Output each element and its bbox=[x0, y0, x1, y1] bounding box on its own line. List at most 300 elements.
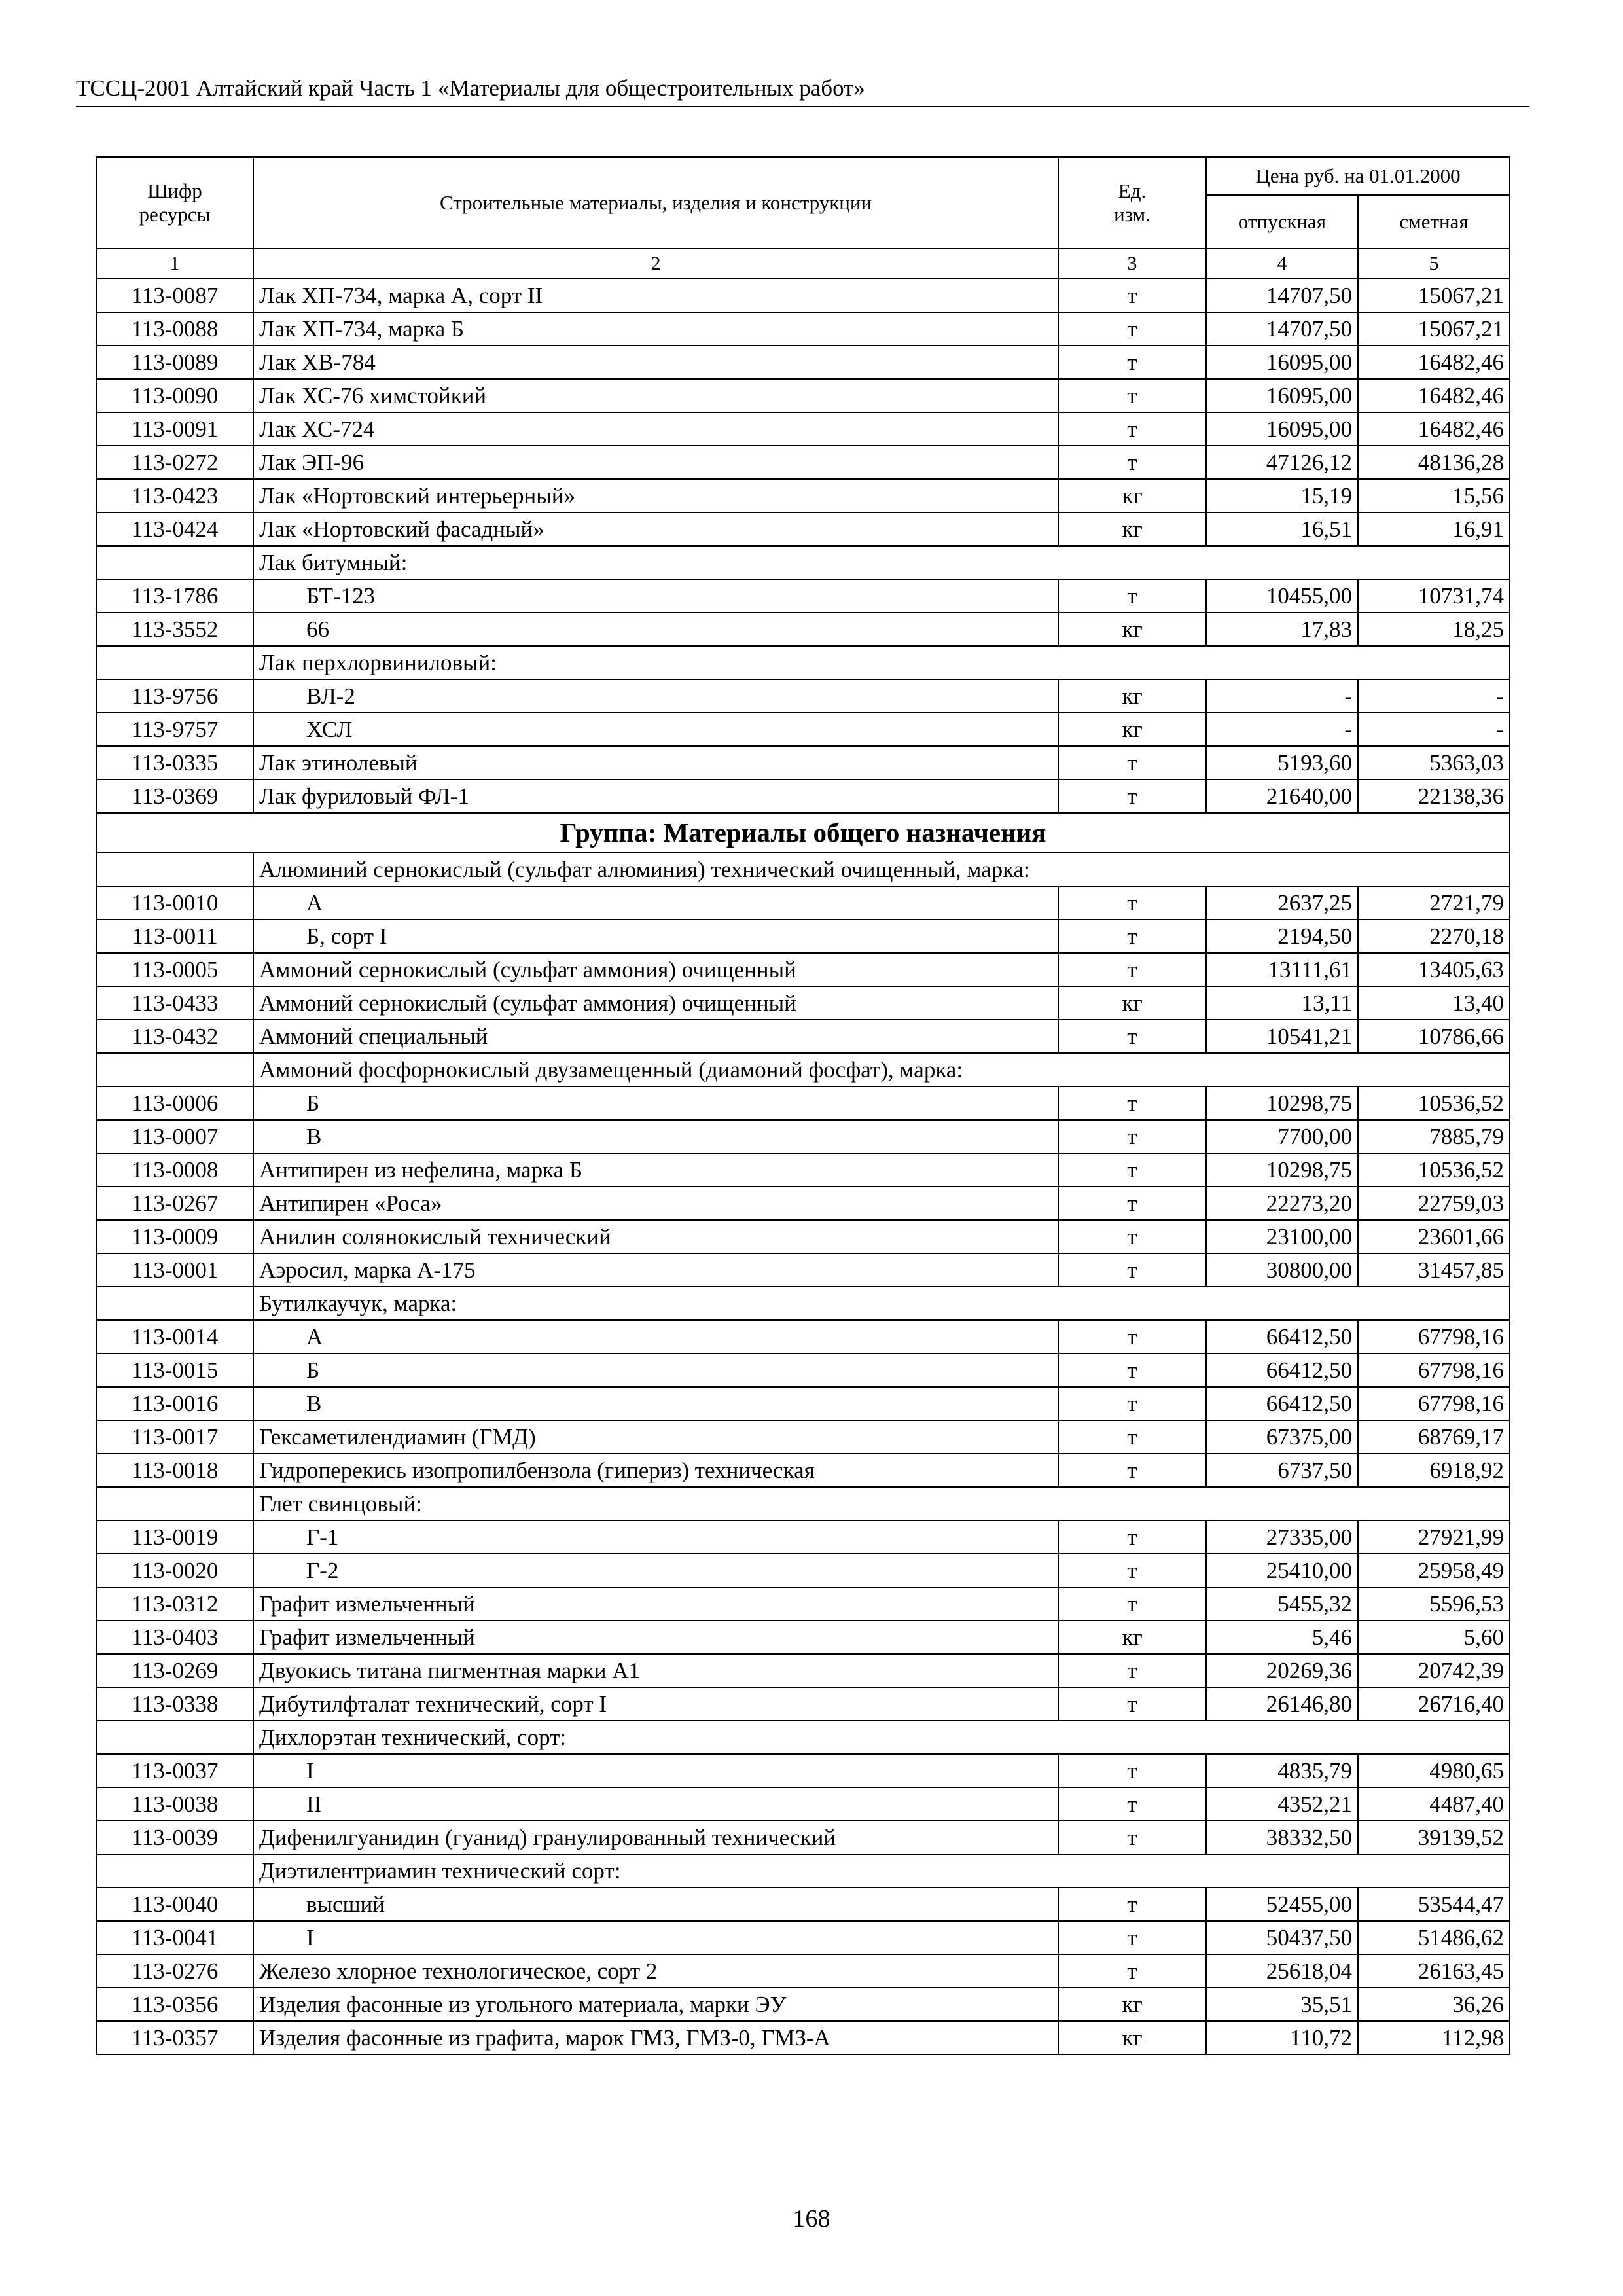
table-row bbox=[96, 713, 1510, 746]
estimate-price-cell: 67798,16 bbox=[1358, 1387, 1510, 1420]
price-table bbox=[96, 156, 1510, 2055]
subheading-cell: Аммоний фосфорнокислый двузамещенный (диамоний фосфат), марка: bbox=[253, 1053, 1510, 1086]
release-price-cell: 5455,32 bbox=[1206, 1587, 1358, 1621]
header-unit: Ед. изм. bbox=[1058, 157, 1206, 249]
release-price-cell: 5193,60 bbox=[1206, 746, 1358, 780]
code-cell: 113-0006 bbox=[96, 1086, 253, 1120]
code-cell: 113-0019 bbox=[96, 1520, 253, 1554]
code-cell: 113-9756 bbox=[96, 679, 253, 713]
release-price-cell: 2194,50 bbox=[1206, 920, 1358, 953]
table-row bbox=[96, 1020, 1510, 1053]
estimate-price-cell: 2721,79 bbox=[1358, 886, 1510, 920]
release-price-cell: 38332,50 bbox=[1206, 1821, 1358, 1854]
name-cell: Дифенилгуанидин (гуанид) гранулированный технический bbox=[253, 1821, 1058, 1854]
table-row bbox=[96, 1988, 1510, 2021]
code-cell bbox=[96, 1721, 253, 1754]
table-row bbox=[96, 1354, 1510, 1387]
estimate-price-cell: 10536,52 bbox=[1358, 1086, 1510, 1120]
code-cell bbox=[96, 546, 253, 579]
page-header bbox=[76, 73, 1529, 107]
release-price-cell: 6737,50 bbox=[1206, 1454, 1358, 1487]
unit-cell: кг bbox=[1058, 512, 1206, 546]
table-row bbox=[96, 1787, 1510, 1821]
unit-cell: т bbox=[1058, 1921, 1206, 1954]
header-price: Цена руб. на 01.01.2000 bbox=[1206, 157, 1510, 195]
code-cell: 113-0037 bbox=[96, 1754, 253, 1787]
release-price-cell: 16095,00 bbox=[1206, 379, 1358, 412]
code-cell: 113-0338 bbox=[96, 1687, 253, 1721]
name-cell: Аммоний специальный bbox=[253, 1020, 1058, 1053]
unit-cell: т bbox=[1058, 1520, 1206, 1554]
release-price-cell: 16095,00 bbox=[1206, 412, 1358, 446]
unit-cell: кг bbox=[1058, 1988, 1206, 2021]
name-cell: Г-1 bbox=[253, 1520, 1058, 1554]
unit-cell: т bbox=[1058, 279, 1206, 312]
unit-cell: т bbox=[1058, 1888, 1206, 1921]
table-row bbox=[96, 1086, 1510, 1120]
code-cell: 113-0038 bbox=[96, 1787, 253, 1821]
name-cell: Г-2 bbox=[253, 1554, 1058, 1587]
code-cell: 113-0089 bbox=[96, 346, 253, 379]
unit-cell: т bbox=[1058, 1086, 1206, 1120]
estimate-price-cell: 36,26 bbox=[1358, 1988, 1510, 2021]
estimate-price-cell: 10536,52 bbox=[1358, 1153, 1510, 1187]
estimate-price-cell: 5596,53 bbox=[1358, 1587, 1510, 1621]
unit-cell: т bbox=[1058, 1354, 1206, 1387]
code-cell: 113-0016 bbox=[96, 1387, 253, 1420]
estimate-price-cell: - bbox=[1358, 713, 1510, 746]
unit-cell: т bbox=[1058, 1320, 1206, 1354]
code-cell: 113-0088 bbox=[96, 312, 253, 346]
name-cell: Лак ЭП-96 bbox=[253, 446, 1058, 479]
code-cell: 113-0424 bbox=[96, 512, 253, 546]
estimate-price-cell: - bbox=[1358, 679, 1510, 713]
column-number: 3 bbox=[1058, 249, 1206, 279]
subheading-cell: Диэтилентриамин технический сорт: bbox=[253, 1854, 1510, 1888]
table-row bbox=[96, 479, 1510, 512]
table-row bbox=[96, 1754, 1510, 1787]
release-price-cell: 110,72 bbox=[1206, 2021, 1358, 2054]
page-number: 168 bbox=[793, 2205, 830, 2233]
estimate-price-cell: 16,91 bbox=[1358, 512, 1510, 546]
estimate-price-cell: 2270,18 bbox=[1358, 920, 1510, 953]
name-cell: В bbox=[253, 1387, 1058, 1420]
name-cell: Графит измельченный bbox=[253, 1621, 1058, 1654]
table-row bbox=[96, 1387, 1510, 1420]
table-row bbox=[96, 953, 1510, 986]
code-cell: 113-0403 bbox=[96, 1621, 253, 1654]
release-price-cell: 26146,80 bbox=[1206, 1687, 1358, 1721]
unit-cell: т bbox=[1058, 1220, 1206, 1253]
table-row bbox=[96, 2021, 1510, 2054]
estimate-price-cell: 15067,21 bbox=[1358, 312, 1510, 346]
table-row bbox=[96, 1821, 1510, 1854]
subheading-row bbox=[96, 546, 1510, 579]
code-cell: 113-0005 bbox=[96, 953, 253, 986]
estimate-price-cell: 5,60 bbox=[1358, 1621, 1510, 1654]
name-cell: Гидроперекись изопропилбензола (гипериз) техническая bbox=[253, 1454, 1058, 1487]
subheading-row bbox=[96, 1287, 1510, 1320]
estimate-price-cell: 26163,45 bbox=[1358, 1954, 1510, 1988]
subheading-cell: Дихлорэтан технический, сорт: bbox=[253, 1721, 1510, 1754]
table-row bbox=[96, 1687, 1510, 1721]
name-cell: Гексаметилендиамин (ГМД) bbox=[253, 1420, 1058, 1454]
name-cell: Лак ХС-76 химстойкий bbox=[253, 379, 1058, 412]
unit-cell: т bbox=[1058, 1554, 1206, 1587]
unit-cell: т bbox=[1058, 1187, 1206, 1220]
code-cell: 113-0335 bbox=[96, 746, 253, 780]
code-cell: 113-0018 bbox=[96, 1454, 253, 1487]
unit-cell: т bbox=[1058, 312, 1206, 346]
release-price-cell: 22273,20 bbox=[1206, 1187, 1358, 1220]
header-code: Шифр ресурсы bbox=[96, 157, 253, 249]
code-cell: 113-0014 bbox=[96, 1320, 253, 1354]
code-cell: 113-0001 bbox=[96, 1253, 253, 1287]
code-cell: 113-0008 bbox=[96, 1153, 253, 1187]
estimate-price-cell: 13405,63 bbox=[1358, 953, 1510, 986]
unit-cell: т bbox=[1058, 1253, 1206, 1287]
table-row bbox=[96, 1621, 1510, 1654]
code-cell: 113-0041 bbox=[96, 1921, 253, 1954]
subheading-row bbox=[96, 853, 1510, 886]
unit-cell: т bbox=[1058, 1654, 1206, 1687]
code-cell: 113-0433 bbox=[96, 986, 253, 1020]
release-price-cell: 66412,50 bbox=[1206, 1320, 1358, 1354]
header-name: Строительные материалы, изделия и конструкции bbox=[253, 157, 1058, 249]
unit-cell: т bbox=[1058, 780, 1206, 813]
subheading-row bbox=[96, 646, 1510, 679]
release-price-cell: 10541,21 bbox=[1206, 1020, 1358, 1053]
unit-cell: т bbox=[1058, 1687, 1206, 1721]
table-row bbox=[96, 1320, 1510, 1354]
unit-cell: т bbox=[1058, 746, 1206, 780]
table-row bbox=[96, 1420, 1510, 1454]
name-cell: Аммоний сернокислый (сульфат аммония) очищенный bbox=[253, 953, 1058, 986]
estimate-price-cell: 20742,39 bbox=[1358, 1654, 1510, 1687]
code-cell: 113-0276 bbox=[96, 1954, 253, 1988]
name-cell: Аэросил, марка А-175 bbox=[253, 1253, 1058, 1287]
code-cell: 113-0010 bbox=[96, 886, 253, 920]
name-cell: высший bbox=[253, 1888, 1058, 1921]
estimate-price-cell: 31457,85 bbox=[1358, 1253, 1510, 1287]
code-cell: 113-0090 bbox=[96, 379, 253, 412]
table-row bbox=[96, 1654, 1510, 1687]
unit-cell: кг bbox=[1058, 2021, 1206, 2054]
code-cell: 113-0357 bbox=[96, 2021, 253, 2054]
table-row bbox=[96, 1921, 1510, 1954]
code-cell: 113-0432 bbox=[96, 1020, 253, 1053]
table-body bbox=[96, 279, 1510, 2054]
code-cell: 113-0039 bbox=[96, 1821, 253, 1854]
release-price-cell: 52455,00 bbox=[1206, 1888, 1358, 1921]
table-row bbox=[96, 279, 1510, 312]
subheading-cell: Лак перхлорвиниловый: bbox=[253, 646, 1510, 679]
unit-cell: т bbox=[1058, 1153, 1206, 1187]
release-price-cell: 4835,79 bbox=[1206, 1754, 1358, 1787]
subheading-row bbox=[96, 1053, 1510, 1086]
header-release-price: отпускная bbox=[1206, 195, 1358, 249]
release-price-cell: 7700,00 bbox=[1206, 1120, 1358, 1153]
release-price-cell: - bbox=[1206, 679, 1358, 713]
subheading-cell: Глет свинцовый: bbox=[253, 1487, 1510, 1520]
code-cell: 113-1786 bbox=[96, 579, 253, 613]
subheading-cell: Лак битумный: bbox=[253, 546, 1510, 579]
column-number: 2 bbox=[253, 249, 1058, 279]
release-price-cell: 27335,00 bbox=[1206, 1520, 1358, 1554]
estimate-price-cell: 5363,03 bbox=[1358, 746, 1510, 780]
unit-cell: т bbox=[1058, 1387, 1206, 1420]
unit-cell: т bbox=[1058, 953, 1206, 986]
name-cell: Б, сорт I bbox=[253, 920, 1058, 953]
code-cell: 113-0020 bbox=[96, 1554, 253, 1587]
table-row bbox=[96, 986, 1510, 1020]
estimate-price-cell: 22138,36 bbox=[1358, 780, 1510, 813]
unit-cell: кг bbox=[1058, 713, 1206, 746]
table-row bbox=[96, 1954, 1510, 1988]
release-price-cell: 14707,50 bbox=[1206, 279, 1358, 312]
code-cell: 113-0017 bbox=[96, 1420, 253, 1454]
code-cell: 113-0356 bbox=[96, 1988, 253, 2021]
unit-cell: т bbox=[1058, 920, 1206, 953]
table-row bbox=[96, 746, 1510, 780]
unit-cell: т bbox=[1058, 1020, 1206, 1053]
table-row bbox=[96, 512, 1510, 546]
name-cell: БТ-123 bbox=[253, 579, 1058, 613]
table-row bbox=[96, 579, 1510, 613]
table-row bbox=[96, 1554, 1510, 1587]
name-cell: ВЛ-2 bbox=[253, 679, 1058, 713]
estimate-price-cell: 23601,66 bbox=[1358, 1220, 1510, 1253]
table-row bbox=[96, 1220, 1510, 1253]
subheading-cell: Бутилкаучук, марка: bbox=[253, 1287, 1510, 1320]
subheading-row bbox=[96, 1487, 1510, 1520]
code-cell bbox=[96, 1053, 253, 1086]
table-row bbox=[96, 1520, 1510, 1554]
estimate-price-cell: 4487,40 bbox=[1358, 1787, 1510, 1821]
unit-cell: кг bbox=[1058, 613, 1206, 646]
release-price-cell: 25618,04 bbox=[1206, 1954, 1358, 1988]
code-cell: 113-0369 bbox=[96, 780, 253, 813]
estimate-price-cell: 13,40 bbox=[1358, 986, 1510, 1020]
subheading-row bbox=[96, 1721, 1510, 1754]
release-price-cell: 16095,00 bbox=[1206, 346, 1358, 379]
name-cell: Лак ХП-734, марка Б bbox=[253, 312, 1058, 346]
name-cell: Железо хлорное технологическое, сорт 2 bbox=[253, 1954, 1058, 1988]
code-cell: 113-0312 bbox=[96, 1587, 253, 1621]
name-cell: Антипирен из нефелина, марка Б bbox=[253, 1153, 1058, 1187]
code-cell: 113-0007 bbox=[96, 1120, 253, 1153]
document-title: ТССЦ-2001 Алтайский край Часть 1 «Материалы для общестроительных работ» bbox=[76, 75, 865, 101]
code-cell bbox=[96, 646, 253, 679]
release-price-cell: 20269,36 bbox=[1206, 1654, 1358, 1687]
name-cell: Двуокись титана пигментная марки А1 bbox=[253, 1654, 1058, 1687]
code-cell bbox=[96, 1487, 253, 1520]
release-price-cell: 21640,00 bbox=[1206, 780, 1358, 813]
code-cell: 113-0040 bbox=[96, 1888, 253, 1921]
unit-cell: т bbox=[1058, 1754, 1206, 1787]
code-cell: 113-0015 bbox=[96, 1354, 253, 1387]
estimate-price-cell: 6918,92 bbox=[1358, 1454, 1510, 1487]
release-price-cell: 15,19 bbox=[1206, 479, 1358, 512]
name-cell: Аммоний сернокислый (сульфат аммония) очищенный bbox=[253, 986, 1058, 1020]
release-price-cell: 35,51 bbox=[1206, 1988, 1358, 2021]
estimate-price-cell: 16482,46 bbox=[1358, 379, 1510, 412]
release-price-cell: 66412,50 bbox=[1206, 1387, 1358, 1420]
group-heading-row bbox=[96, 813, 1510, 853]
release-price-cell: 10455,00 bbox=[1206, 579, 1358, 613]
name-cell: Лак «Нортовский фасадный» bbox=[253, 512, 1058, 546]
estimate-price-cell: 112,98 bbox=[1358, 2021, 1510, 2054]
release-price-cell: 4352,21 bbox=[1206, 1787, 1358, 1821]
estimate-price-cell: 4980,65 bbox=[1358, 1754, 1510, 1787]
unit-cell: т bbox=[1058, 1954, 1206, 1988]
estimate-price-cell: 15067,21 bbox=[1358, 279, 1510, 312]
unit-cell: т bbox=[1058, 412, 1206, 446]
name-cell: I bbox=[253, 1754, 1058, 1787]
table-row bbox=[96, 1187, 1510, 1220]
name-cell: Лак «Нортовский интерьерный» bbox=[253, 479, 1058, 512]
table-row bbox=[96, 886, 1510, 920]
release-price-cell: 25410,00 bbox=[1206, 1554, 1358, 1587]
estimate-price-cell: 7885,79 bbox=[1358, 1120, 1510, 1153]
code-cell: 113-0267 bbox=[96, 1187, 253, 1220]
name-cell: Лак этинолевый bbox=[253, 746, 1058, 780]
table-row bbox=[96, 346, 1510, 379]
subheading-cell: Алюминий сернокислый (сульфат алюминия) технический очищенный, марка: bbox=[253, 853, 1510, 886]
name-cell: Антипирен «Роса» bbox=[253, 1187, 1058, 1220]
unit-cell: т bbox=[1058, 1120, 1206, 1153]
unit-cell: т bbox=[1058, 1821, 1206, 1854]
column-number: 1 bbox=[96, 249, 253, 279]
release-price-cell: - bbox=[1206, 713, 1358, 746]
release-price-cell: 47126,12 bbox=[1206, 446, 1358, 479]
release-price-cell: 10298,75 bbox=[1206, 1153, 1358, 1187]
unit-cell: т bbox=[1058, 346, 1206, 379]
unit-cell: кг bbox=[1058, 986, 1206, 1020]
column-number: 4 bbox=[1206, 249, 1358, 279]
name-cell: А bbox=[253, 1320, 1058, 1354]
name-cell: В bbox=[253, 1120, 1058, 1153]
table-row bbox=[96, 1120, 1510, 1153]
name-cell: 66 bbox=[253, 613, 1058, 646]
name-cell: Анилин солянокислый технический bbox=[253, 1220, 1058, 1253]
release-price-cell: 67375,00 bbox=[1206, 1420, 1358, 1454]
table-row bbox=[96, 679, 1510, 713]
name-cell: II bbox=[253, 1787, 1058, 1821]
table-row bbox=[96, 1253, 1510, 1287]
unit-cell: кг bbox=[1058, 479, 1206, 512]
estimate-price-cell: 16482,46 bbox=[1358, 412, 1510, 446]
subheading-row bbox=[96, 1854, 1510, 1888]
name-cell: Дибутилфталат технический, сорт I bbox=[253, 1687, 1058, 1721]
group-heading: Группа: Материалы общего назначения bbox=[96, 813, 1510, 853]
table-row bbox=[96, 920, 1510, 953]
code-cell: 113-0011 bbox=[96, 920, 253, 953]
name-cell: I bbox=[253, 1921, 1058, 1954]
estimate-price-cell: 27921,99 bbox=[1358, 1520, 1510, 1554]
release-price-cell: 23100,00 bbox=[1206, 1220, 1358, 1253]
release-price-cell: 16,51 bbox=[1206, 512, 1358, 546]
release-price-cell: 13,11 bbox=[1206, 986, 1358, 1020]
name-cell: Лак фуриловый ФЛ-1 bbox=[253, 780, 1058, 813]
table-row bbox=[96, 1153, 1510, 1187]
code-cell: 113-0091 bbox=[96, 412, 253, 446]
release-price-cell: 66412,50 bbox=[1206, 1354, 1358, 1387]
release-price-cell: 30800,00 bbox=[1206, 1253, 1358, 1287]
estimate-price-cell: 67798,16 bbox=[1358, 1320, 1510, 1354]
name-cell: Б bbox=[253, 1086, 1058, 1120]
estimate-price-cell: 26716,40 bbox=[1358, 1687, 1510, 1721]
estimate-price-cell: 68769,17 bbox=[1358, 1420, 1510, 1454]
release-price-cell: 14707,50 bbox=[1206, 312, 1358, 346]
release-price-cell: 2637,25 bbox=[1206, 886, 1358, 920]
table-row bbox=[96, 1888, 1510, 1921]
estimate-price-cell: 22759,03 bbox=[1358, 1187, 1510, 1220]
estimate-price-cell: 48136,28 bbox=[1358, 446, 1510, 479]
code-cell bbox=[96, 853, 253, 886]
estimate-price-cell: 10786,66 bbox=[1358, 1020, 1510, 1053]
release-price-cell: 50437,50 bbox=[1206, 1921, 1358, 1954]
code-cell: 113-0009 bbox=[96, 1220, 253, 1253]
name-cell: Лак ХС-724 bbox=[253, 412, 1058, 446]
unit-cell: т bbox=[1058, 1420, 1206, 1454]
release-price-cell: 17,83 bbox=[1206, 613, 1358, 646]
name-cell: А bbox=[253, 886, 1058, 920]
unit-cell: кг bbox=[1058, 679, 1206, 713]
name-cell: Лак ХП-734, марка А, сорт II bbox=[253, 279, 1058, 312]
column-number: 5 bbox=[1358, 249, 1510, 279]
release-price-cell: 5,46 bbox=[1206, 1621, 1358, 1654]
estimate-price-cell: 15,56 bbox=[1358, 479, 1510, 512]
code-cell: 113-9757 bbox=[96, 713, 253, 746]
code-cell: 113-0087 bbox=[96, 279, 253, 312]
name-cell: Изделия фасонные из угольного материала, марки ЭУ bbox=[253, 1988, 1058, 2021]
name-cell: Б bbox=[253, 1354, 1058, 1387]
unit-cell: т bbox=[1058, 379, 1206, 412]
release-price-cell: 10298,75 bbox=[1206, 1086, 1358, 1120]
name-cell: ХСЛ bbox=[253, 713, 1058, 746]
code-cell: 113-3552 bbox=[96, 613, 253, 646]
unit-cell: т bbox=[1058, 579, 1206, 613]
estimate-price-cell: 25958,49 bbox=[1358, 1554, 1510, 1587]
table-row bbox=[96, 412, 1510, 446]
code-cell bbox=[96, 1854, 253, 1888]
unit-cell: т bbox=[1058, 1787, 1206, 1821]
unit-cell: т bbox=[1058, 886, 1206, 920]
table-row bbox=[96, 1454, 1510, 1487]
estimate-price-cell: 10731,74 bbox=[1358, 579, 1510, 613]
estimate-price-cell: 39139,52 bbox=[1358, 1821, 1510, 1854]
name-cell: Графит измельченный bbox=[253, 1587, 1058, 1621]
table-row bbox=[96, 446, 1510, 479]
unit-cell: т bbox=[1058, 446, 1206, 479]
release-price-cell: 13111,61 bbox=[1206, 953, 1358, 986]
unit-cell: т bbox=[1058, 1454, 1206, 1487]
estimate-price-cell: 18,25 bbox=[1358, 613, 1510, 646]
unit-cell: кг bbox=[1058, 1621, 1206, 1654]
code-cell: 113-0269 bbox=[96, 1654, 253, 1687]
header-estimate-price: сметная bbox=[1358, 195, 1510, 249]
table-row bbox=[96, 379, 1510, 412]
estimate-price-cell: 51486,62 bbox=[1358, 1921, 1510, 1954]
estimate-price-cell: 16482,46 bbox=[1358, 346, 1510, 379]
table-row bbox=[96, 312, 1510, 346]
code-cell bbox=[96, 1287, 253, 1320]
code-cell: 113-0423 bbox=[96, 479, 253, 512]
table-row bbox=[96, 1587, 1510, 1621]
table-row bbox=[96, 613, 1510, 646]
unit-cell: т bbox=[1058, 1587, 1206, 1621]
